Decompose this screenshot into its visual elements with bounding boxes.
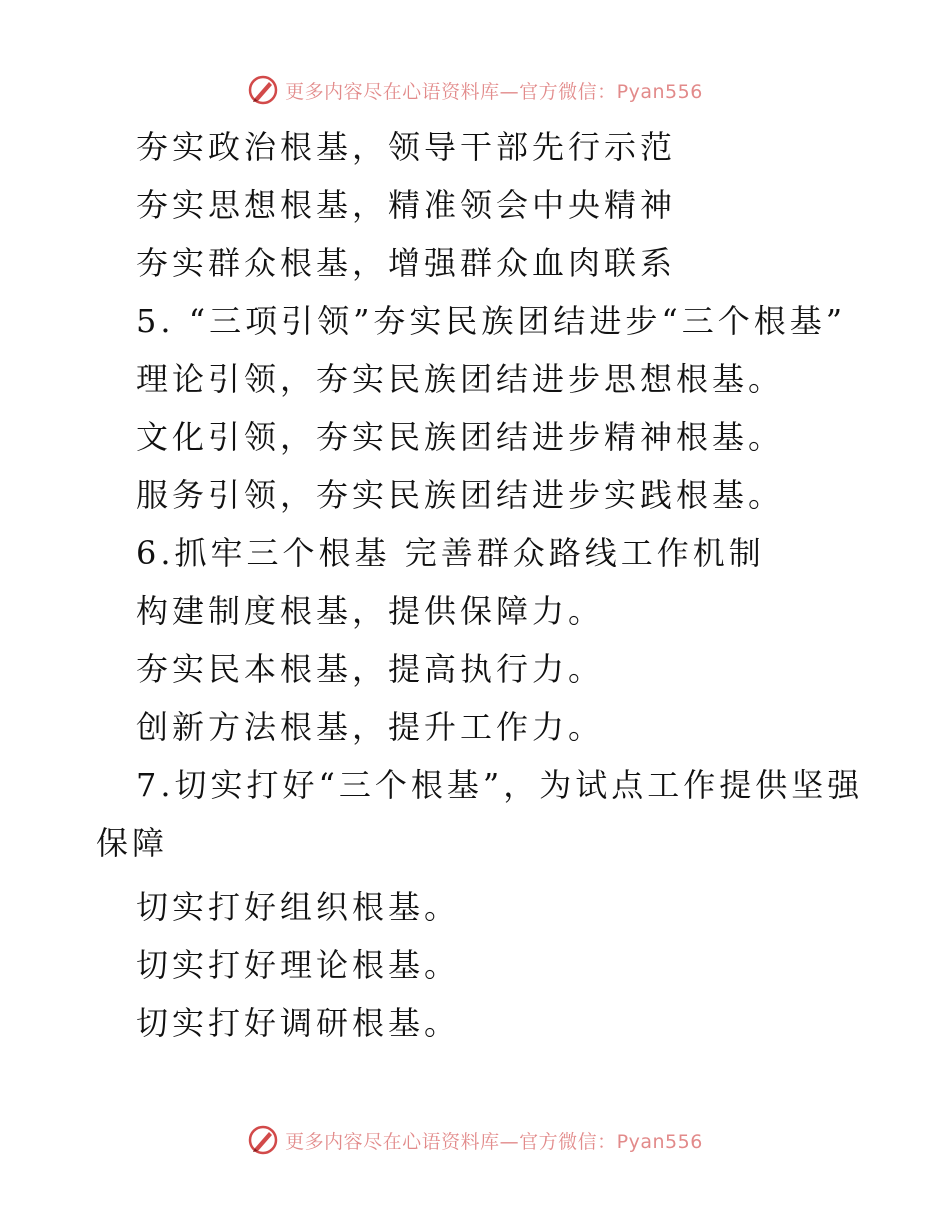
text-line: 切实打好组织根基。 — [136, 888, 461, 926]
text-line: 夯实思想根基，精准领会中央精神 — [136, 186, 677, 224]
text-line: 创新方法根基，提升工作力。 — [136, 708, 605, 746]
header-watermark — [0, 70, 950, 110]
text-line: 理论引领，夯实民族团结进步思想根基。 — [136, 360, 785, 398]
section-heading-7: 7.切实打好“三个根基”，为试点工作提供坚强 — [136, 766, 864, 804]
text-line: 构建制度根基，提供保障力。 — [136, 592, 605, 630]
watermark-text: 更多内容尽在心语资料库—官方微信：Pyan556 — [285, 80, 703, 103]
pen-logo-icon — [247, 1124, 279, 1156]
text-line: 夯实群众根基，增强群众血肉联系 — [136, 244, 677, 282]
text-line: 文化引领，夯实民族团结进步精神根基。 — [136, 418, 785, 456]
text-line: 夯实民本根基，提高执行力。 — [136, 650, 605, 688]
text-line: 服务引领，夯实民族团结进步实践根基。 — [136, 476, 785, 514]
text-line: 夯实政治根基，领导干部先行示范 — [136, 128, 677, 166]
text-line: 切实打好理论根基。 — [136, 946, 461, 984]
section-heading-7-continued: 保障 — [96, 824, 169, 862]
section-heading-5: 5. “三项引领”夯实民族团结进步“三个根基” — [136, 302, 847, 340]
watermark-text: 更多内容尽在心语资料库—官方微信：Pyan556 — [285, 1130, 703, 1153]
text-line: 切实打好调研根基。 — [136, 1004, 461, 1042]
footer-watermark — [0, 1120, 950, 1160]
pen-logo-icon — [247, 74, 279, 106]
section-heading-6: 6.抓牢三个根基 完善群众路线工作机制 — [136, 534, 765, 572]
